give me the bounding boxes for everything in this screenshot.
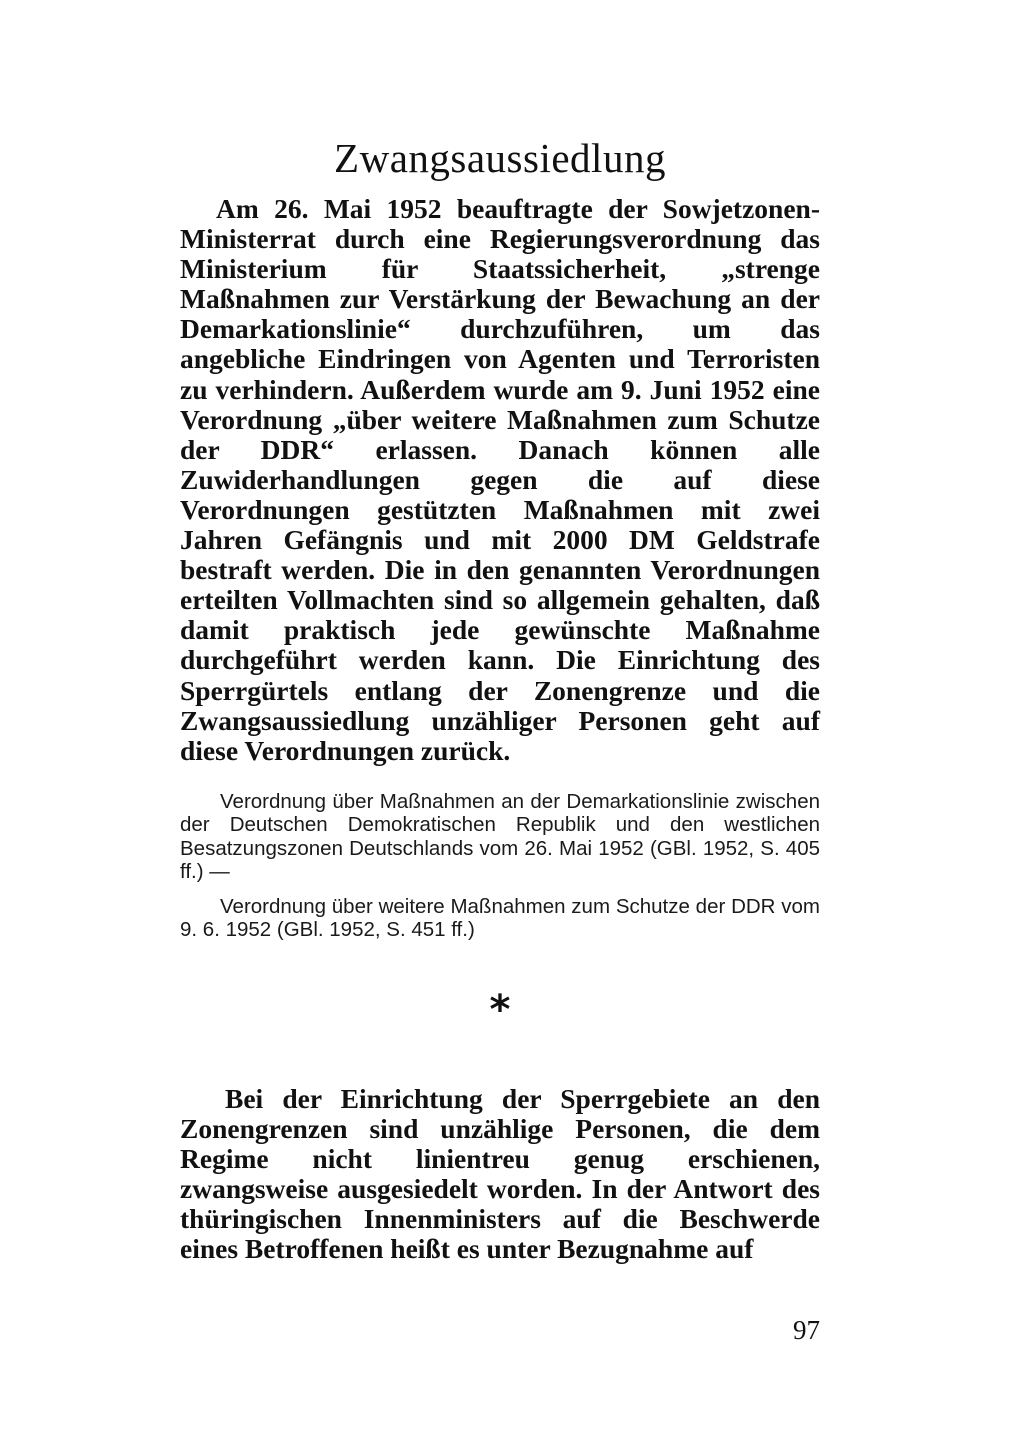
page-title: Zwangsaussiedlung <box>334 135 666 181</box>
body-paragraph-2: Bei der Einrichtung der Sperrgebiete an den Zonengrenzen sind unzählige Personen, die dem Regime nicht linientreu genug erschienen, zwangsweise ausgesiedelt worden. In der Antwort des thüringischen Innenministers auf die Beschwerde eines Betroffenen heißt es unter Bezugnahme auf <box>180 1083 820 1265</box>
body-paragraph-1: Am 26. Mai 1952 beauftragte der Sowjetzonen-Ministerrat durch eine Regierungsverordnung das Ministerium für Staatssicherheit, „strenge Maßnahmen zur Verstärkung der Bewachung an der Demarkationslinie“ durchzuführen, um das angebliche Eindringen von Agenten und Terroristen zu verhindern. Außerdem wurde am 9. Juni 1952 eine Verordnung „über weitere Maßnahmen zum Schutze der DDR“ erlassen. Danach können alle Zuwiderhandlungen gegen die auf diese Verordnungen gestützten Maßnahmen mit zwei Jahren Gefängnis und mit 2000 DM Geldstrafe bestraft werden. Die in den genannten Verordnungen erteilten Vollmachten sind so allgemein gehalten, daß damit praktisch jede gewünschte Maßnahme durchgeführt werden kann. Die Einrichtung des Sperrgürtels entlang der Zonengrenze und die Zwangsaussiedlung unzähliger Personen geht auf diese Verordnungen zurück. <box>180 193 820 766</box>
source-note-2: Verordnung über weitere Maßnahmen zum Schutze der DDR vom 9. 6. 1952 (GBl. 1952, S. 451 ff.) <box>180 895 820 942</box>
section-separator-asterisk: * <box>489 987 511 1033</box>
page-number: 97 <box>793 1315 820 1345</box>
source-note-1: Verordnung über Maßnahmen an der Demarkationslinie zwischen der Deutschen Demokratischen Republik und den westlichen Besatzungszonen Deutschlands vom 26. Mai 1952 (GBl. 1952, S. 405 ff.) — <box>180 790 820 883</box>
